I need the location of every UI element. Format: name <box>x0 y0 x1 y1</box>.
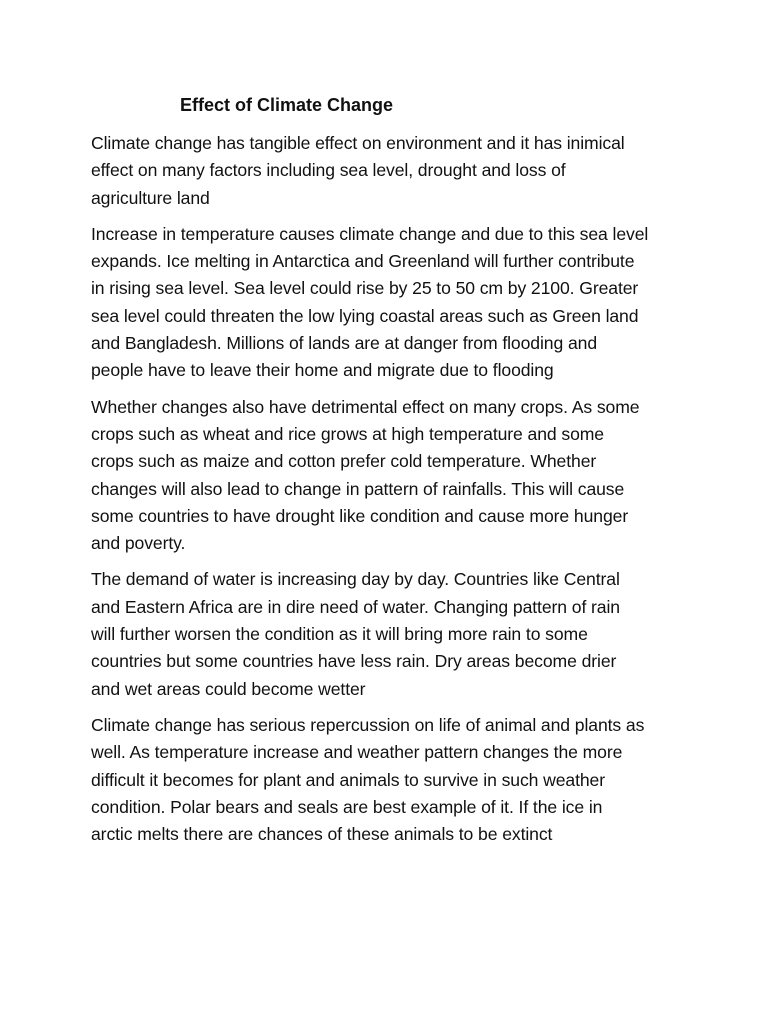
paragraph-line: changes will also lead to change in pattern of rainfalls. This will cause <box>91 478 625 499</box>
paragraph-4 <box>91 566 691 702</box>
paragraph-line: and Bangladesh. Millions of lands are at danger from flooding and <box>91 333 598 354</box>
paragraph-3 <box>91 394 691 558</box>
paragraph-line: some countries to have drought like condition and cause more hunger <box>91 505 629 526</box>
paragraph-line: Increase in temperature causes climate change and due to this sea level <box>91 223 649 244</box>
paragraph-line: and poverty. <box>91 533 186 554</box>
paragraph-line: expands. Ice melting in Antarctica and Greenland will further contribute <box>91 251 635 272</box>
paragraph-line: well. As temperature increase and weather pattern changes the more <box>91 742 623 763</box>
document-body <box>91 130 691 857</box>
document-title: Effect of Climate Change <box>180 95 394 115</box>
paragraph-line: effect on many factors including sea level, drought and loss of <box>91 160 566 181</box>
paragraph-line: people have to leave their home and migrate due to flooding <box>91 360 554 381</box>
paragraph-line: in rising sea level. Sea level could rise by 25 to 50 cm by 2100. Greater <box>91 278 639 299</box>
paragraph-line: and wet areas could become wetter <box>91 678 366 699</box>
paragraph-line: will further worsen the condition as it will bring more rain to some <box>91 624 588 645</box>
paragraph-2 <box>91 221 691 385</box>
paragraph-line: condition. Polar bears and seals are best example of it. If the ice in <box>91 796 603 817</box>
paragraph-line: The demand of water is increasing day by day. Countries like Central <box>91 569 620 590</box>
paragraph-line: crops such as maize and cotton prefer cold temperature. Whether <box>91 451 597 472</box>
paragraph-1 <box>91 130 691 212</box>
paragraph-line: Climate change has tangible effect on environment and it has inimical <box>91 133 625 153</box>
paragraph-line: Whether changes also have detrimental effect on many crops. As some <box>91 396 640 417</box>
paragraph-line: sea level could threaten the low lying coastal areas such as Green land <box>91 305 639 326</box>
paragraph-line: countries but some countries have less rain. Dry areas become drier <box>91 651 617 672</box>
paragraph-line: and Eastern Africa are in dire need of water. Changing pattern of rain <box>91 596 620 617</box>
paragraph-line: agriculture land <box>91 187 210 208</box>
paragraph-5 <box>91 712 691 848</box>
paragraph-line: difficult it becomes for plant and animals to survive in such weather <box>91 769 606 790</box>
paragraph-line: Climate change has serious repercussion on life of animal and plants as <box>91 714 645 735</box>
paragraph-line: arctic melts there are chances of these animals to be extinct <box>91 824 553 845</box>
paragraph-line: crops such as wheat and rice grows at high temperature and some <box>91 423 604 444</box>
